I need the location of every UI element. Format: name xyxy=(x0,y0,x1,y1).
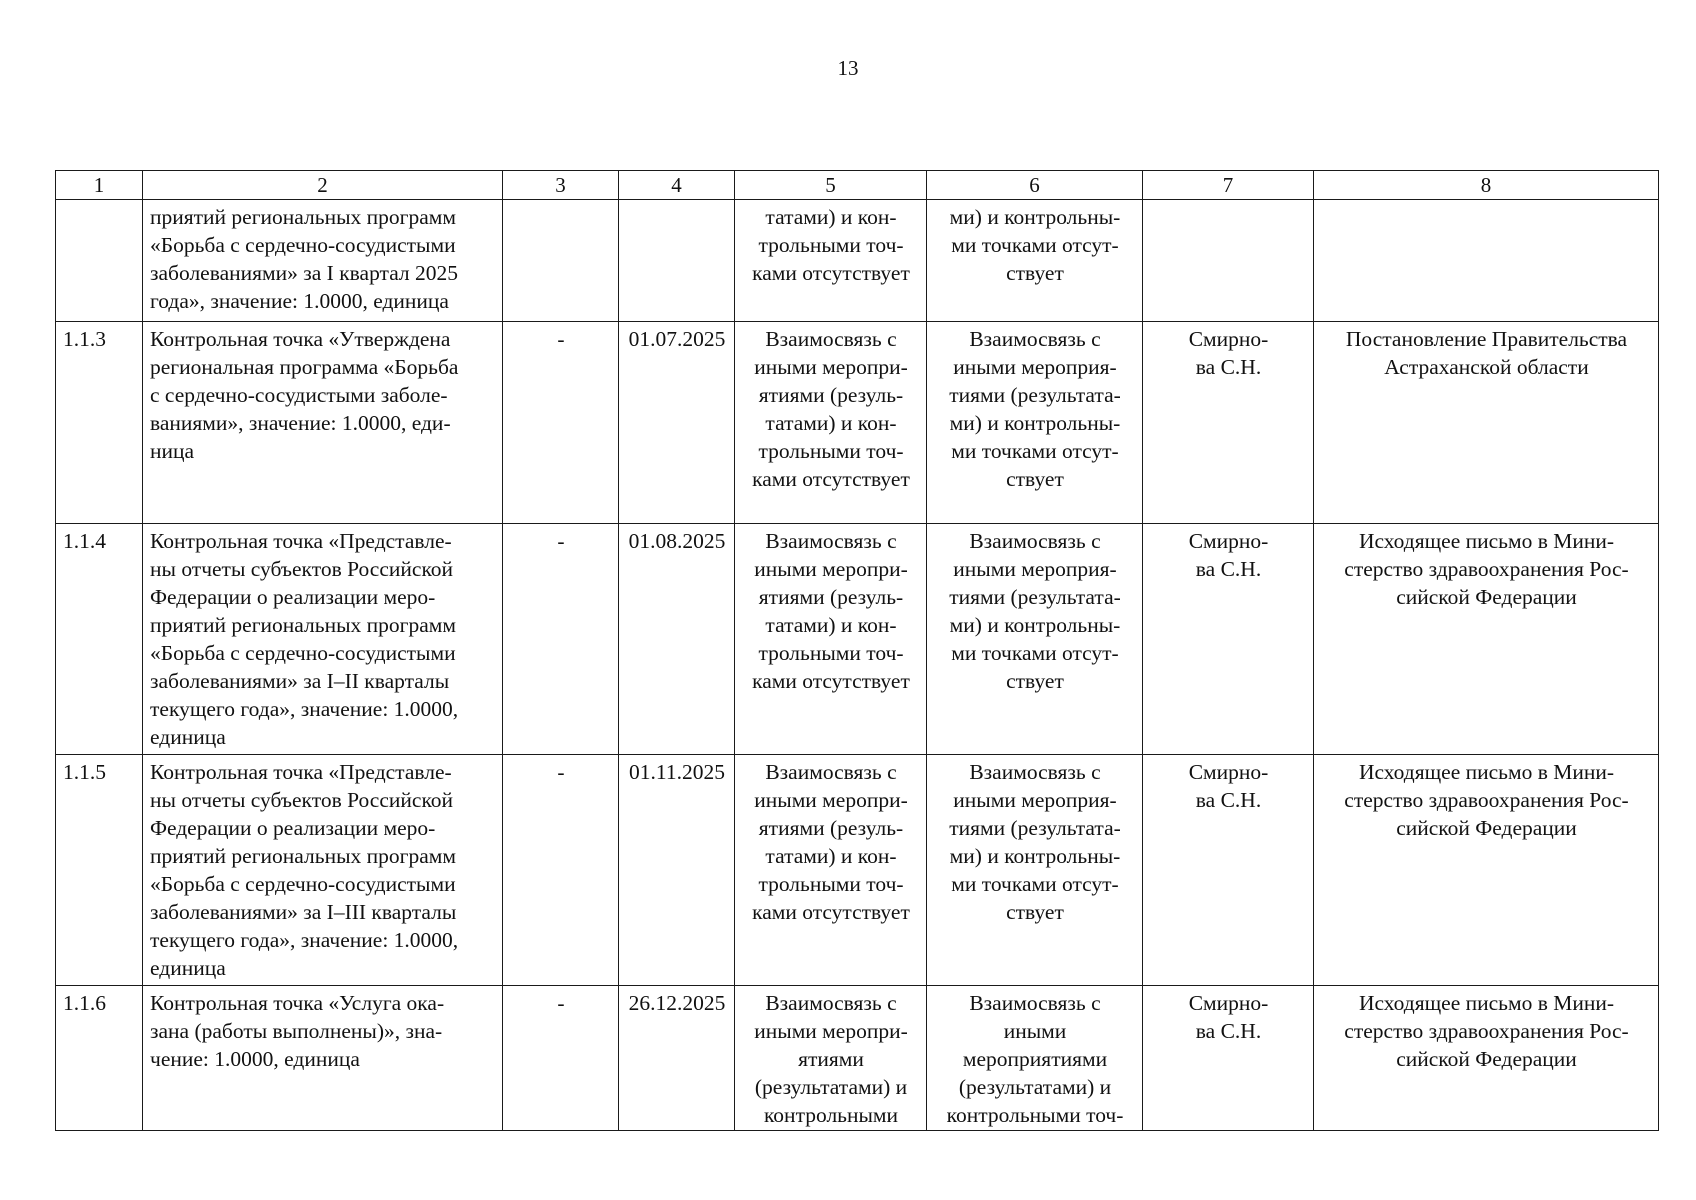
column-3-cell xyxy=(503,200,619,322)
document-line: Исходящее письмо в Мини- xyxy=(1358,760,1615,784)
description-line: региональная программа «Борьба xyxy=(150,355,459,379)
description-line: ны отчеты субъектов Российской xyxy=(150,557,454,581)
document-cell xyxy=(1314,755,1659,986)
relation-line: иными мероприя- xyxy=(953,355,1117,379)
responsible-line: ва С.Н. xyxy=(1195,788,1262,812)
relation-line: ми точками отсут- xyxy=(951,872,1119,896)
description-line: чение: 1.0000, единица xyxy=(150,1047,360,1071)
description-line: приятий региональных программ xyxy=(150,613,456,637)
description-line: приятий региональных программ xyxy=(150,844,456,868)
relation-cell xyxy=(735,200,927,322)
description-cell xyxy=(143,755,503,986)
relation-line: ками отсутствует xyxy=(752,669,910,693)
description-line: Федерации о реализации меро- xyxy=(150,816,436,840)
table-row xyxy=(56,755,1659,986)
description-line: приятий региональных программ xyxy=(150,205,456,229)
relation-line: ми) и контрольны- xyxy=(949,613,1121,637)
description-line: зана (работы выполнены)», зна- xyxy=(150,1019,443,1043)
relation-line: иными мероприя- xyxy=(953,788,1117,812)
description-line: «Борьба с сердечно-сосудистыми xyxy=(150,872,456,896)
document-line: стерство здравоохранения Рос- xyxy=(1344,1019,1629,1043)
description-cell xyxy=(143,524,503,755)
description-line: Контрольная точка «Утверждена xyxy=(150,327,451,351)
description-line: заболеваниями» за I квартал 2025 xyxy=(150,261,459,285)
relation-line: ствует xyxy=(1006,467,1064,491)
document-line: сийской Федерации xyxy=(1396,1047,1577,1071)
responsible-cell xyxy=(1143,755,1314,986)
description-line: с сердечно-сосудистыми заболе- xyxy=(150,383,448,407)
date-cell: 26.12.2025 xyxy=(619,986,735,1131)
date-cell: 01.11.2025 xyxy=(619,755,735,986)
column-3-cell: - xyxy=(503,322,619,524)
header-cell: 3 xyxy=(503,171,619,200)
document-cell xyxy=(1314,524,1659,755)
description-line: ница xyxy=(150,439,195,463)
relation-line: ятиями (резуль- xyxy=(758,383,904,407)
relation-line: иными меропри- xyxy=(754,355,908,379)
header-cell: 4 xyxy=(619,171,735,200)
relation-line: мероприятиями xyxy=(962,1047,1108,1071)
header-cell: 1 xyxy=(56,171,143,200)
description-line: Контрольная точка «Представле- xyxy=(150,760,452,784)
relation-line: трольными точ- xyxy=(758,233,904,257)
relation-line: трольными точ- xyxy=(758,439,904,463)
relation-line: тиями (результата- xyxy=(949,585,1121,609)
date-cell: 01.08.2025 xyxy=(619,524,735,755)
description-line: Федерации о реализации меро- xyxy=(150,585,436,609)
relation-line: татами) и кон- xyxy=(765,844,897,868)
responsible-line: ва С.Н. xyxy=(1195,355,1262,379)
description-line: единица xyxy=(150,956,226,980)
responsible-cell xyxy=(1143,986,1314,1131)
document-line: Исходящее письмо в Мини- xyxy=(1358,991,1615,1015)
description-line: «Борьба с сердечно-сосудистыми xyxy=(150,641,456,665)
relation-cell-2 xyxy=(927,200,1143,322)
responsible-line: Смирно- xyxy=(1188,529,1269,553)
relation-line: ствует xyxy=(1006,900,1064,924)
document-line: стерство здравоохранения Рос- xyxy=(1344,788,1629,812)
description-line: текущего года», значение: 1.0000, xyxy=(150,928,459,952)
relation-line: ми) и контрольны- xyxy=(949,205,1121,229)
document-line: Астраханской области xyxy=(1384,355,1589,379)
description-line: заболеваниями» за I–II кварталы xyxy=(150,669,450,693)
responsible-cell xyxy=(1143,524,1314,755)
relation-line: Взаимосвязь с xyxy=(969,529,1101,553)
relation-line: ятиями (резуль- xyxy=(758,816,904,840)
description-cell xyxy=(143,200,503,322)
relation-line: татами) и кон- xyxy=(765,205,897,229)
relation-line: иными меропри- xyxy=(754,557,908,581)
relation-line: ми точками отсут- xyxy=(951,439,1119,463)
relation-line: ятиями (резуль- xyxy=(758,585,904,609)
column-3-cell: - xyxy=(503,755,619,986)
relation-line: иными меропри- xyxy=(754,1019,908,1043)
description-cell xyxy=(143,322,503,524)
relation-cell xyxy=(735,524,927,755)
description-line: года», значение: 1.0000, единица xyxy=(150,289,449,313)
header-cell: 2 xyxy=(143,171,503,200)
description-line: ны отчеты субъектов Российской xyxy=(150,788,454,812)
responsible-line: Смирно- xyxy=(1188,327,1269,351)
relation-line: контрольными xyxy=(763,1103,899,1127)
relation-line: Взаимосвязь с xyxy=(969,327,1101,351)
row-number-cell: 1.1.3 xyxy=(56,322,143,524)
relation-cell xyxy=(735,986,927,1131)
description-line: «Борьба с сердечно-сосудистыми xyxy=(150,233,456,257)
document-cell xyxy=(1314,322,1659,524)
header-cell: 7 xyxy=(1143,171,1314,200)
relation-line: ствует xyxy=(1006,261,1064,285)
table-row xyxy=(56,986,1659,1131)
row-number-cell xyxy=(56,200,143,322)
relation-line: ми точками отсут- xyxy=(951,641,1119,665)
relation-line: Взаимосвязь с xyxy=(765,991,897,1015)
relation-line: иными xyxy=(1003,1019,1067,1043)
relation-line: ками отсутствует xyxy=(752,467,910,491)
document-cell xyxy=(1314,200,1659,322)
row-number-cell: 1.1.5 xyxy=(56,755,143,986)
date-cell: 01.07.2025 xyxy=(619,322,735,524)
relation-cell-2 xyxy=(927,524,1143,755)
relation-line: ми) и контрольны- xyxy=(949,411,1121,435)
relation-line: татами) и кон- xyxy=(765,613,897,637)
relation-line: (результатами) и xyxy=(754,1075,908,1099)
relation-line: татами) и кон- xyxy=(765,411,897,435)
relation-line: Взаимосвязь с xyxy=(969,760,1101,784)
relation-line: тиями (результата- xyxy=(949,383,1121,407)
row-number-cell: 1.1.6 xyxy=(56,986,143,1131)
relation-line: Взаимосвязь с xyxy=(765,529,897,553)
responsible-line: Смирно- xyxy=(1188,991,1269,1015)
relation-line: иными меропри- xyxy=(754,788,908,812)
date-cell xyxy=(619,200,735,322)
relation-line: ми) и контрольны- xyxy=(949,844,1121,868)
header-cell: 6 xyxy=(927,171,1143,200)
description-cell xyxy=(143,986,503,1131)
relation-cell-2 xyxy=(927,755,1143,986)
relation-line: Взаимосвязь с xyxy=(969,991,1101,1015)
relation-line: контрольными точ- xyxy=(946,1103,1124,1127)
document-line: стерство здравоохранения Рос- xyxy=(1344,557,1629,581)
description-line: ваниями», значение: 1.0000, еди- xyxy=(150,411,451,435)
document-line: Постановление Правительства xyxy=(1345,327,1628,351)
document-cell xyxy=(1314,986,1659,1131)
page-number: 13 xyxy=(837,56,859,80)
relation-line: (результатами) и xyxy=(958,1075,1112,1099)
description-line: Контрольная точка «Представле- xyxy=(150,529,452,553)
header-cell: 8 xyxy=(1314,171,1659,200)
relation-line: трольными точ- xyxy=(758,641,904,665)
relation-cell xyxy=(735,322,927,524)
document-line: сийской Федерации xyxy=(1396,585,1577,609)
column-3-cell: - xyxy=(503,986,619,1131)
relation-cell xyxy=(735,755,927,986)
description-line: единица xyxy=(150,725,226,749)
relation-line: ками отсутствует xyxy=(752,900,910,924)
table-row xyxy=(56,524,1659,755)
responsible-line: Смирно- xyxy=(1188,760,1269,784)
description-line: заболеваниями» за I–III кварталы xyxy=(150,900,457,924)
responsible-cell xyxy=(1143,200,1314,322)
document-line: сийской Федерации xyxy=(1396,816,1577,840)
relation-line: трольными точ- xyxy=(758,872,904,896)
relation-line: ятиями xyxy=(798,1047,864,1071)
row-number-cell: 1.1.4 xyxy=(56,524,143,755)
responsible-line: ва С.Н. xyxy=(1195,1019,1262,1043)
table-header-row xyxy=(56,171,1659,200)
responsible-line: ва С.Н. xyxy=(1195,557,1262,581)
relation-cell-2 xyxy=(927,322,1143,524)
relation-line: ми точками отсут- xyxy=(951,233,1119,257)
relation-line: Взаимосвязь с xyxy=(765,760,897,784)
table-row xyxy=(56,200,1659,322)
header-cell: 5 xyxy=(735,171,927,200)
control-points-table xyxy=(55,170,1659,1131)
relation-line: Взаимосвязь с xyxy=(765,327,897,351)
responsible-cell xyxy=(1143,322,1314,524)
relation-line: иными мероприя- xyxy=(953,557,1117,581)
relation-line: ствует xyxy=(1006,669,1064,693)
table-row xyxy=(56,322,1659,524)
relation-line: тиями (результата- xyxy=(949,816,1121,840)
relation-line: ками отсутствует xyxy=(752,261,910,285)
column-3-cell: - xyxy=(503,524,619,755)
description-line: текущего года», значение: 1.0000, xyxy=(150,697,459,721)
relation-cell-2 xyxy=(927,986,1143,1131)
description-line: Контрольная точка «Услуга ока- xyxy=(150,991,445,1015)
document-line: Исходящее письмо в Мини- xyxy=(1358,529,1615,553)
